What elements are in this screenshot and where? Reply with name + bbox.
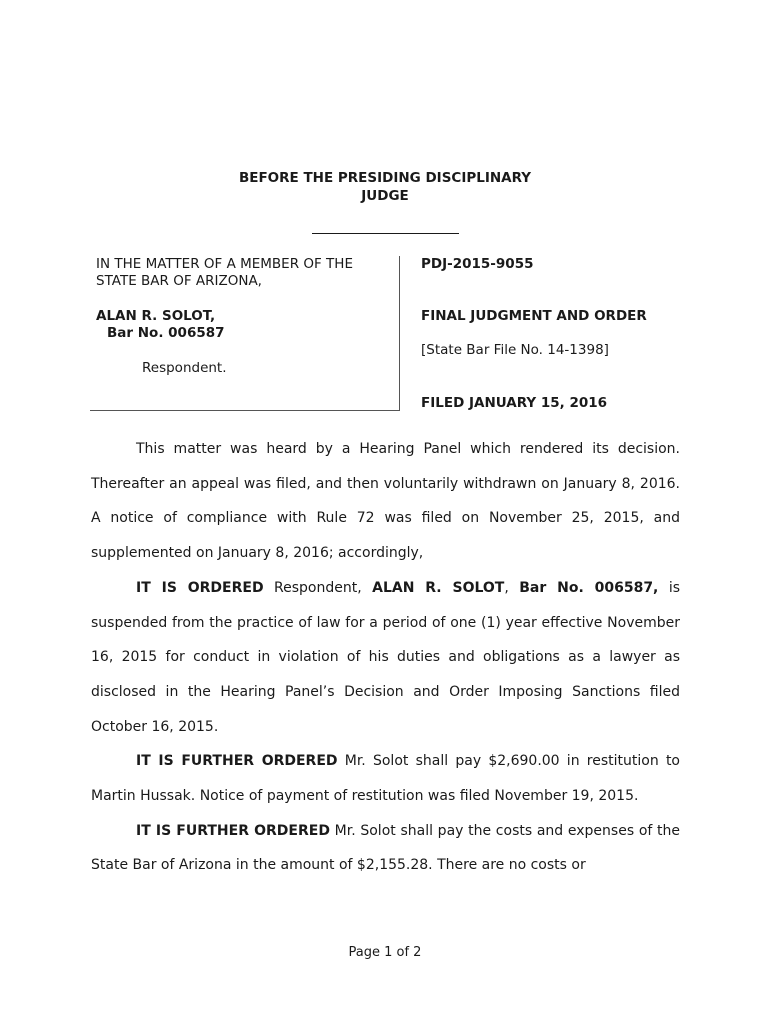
caption-horizontal-divider	[90, 410, 400, 411]
state-bar-file-number: [State Bar File No. 14-1398]	[421, 342, 609, 358]
respondent-name: ALAN R. SOLOT,	[96, 308, 216, 324]
heading-line-1: BEFORE THE PRESIDING DISCIPLINARY	[238, 170, 532, 186]
paragraph-4	[91, 814, 680, 883]
paragraph-4-text: Mr. Solot shall pay the costs and expenses of the State Bar of Arizona in the amount of $2,155.28. There are no costs or	[91, 822, 680, 874]
caption-matter: IN THE MATTER OF A MEMBER OF THE STATE BAR OF ARIZONA,	[96, 256, 353, 289]
case-number: PDJ-2015-9055	[421, 256, 534, 272]
filed-date: FILED JANUARY 15, 2016	[421, 395, 608, 411]
further-order-lead: IT IS FURTHER ORDERED	[136, 753, 338, 770]
paragraph-3	[91, 744, 680, 813]
caption-left-block	[96, 256, 386, 377]
bar-number-inline: Bar No. 006587,	[519, 579, 659, 596]
paragraph-3-text: Mr. Solot shall pay $2,690.00 in restitution to Martin Hussak. Notice of payment of restitution was filed November 19, 2015.	[91, 753, 680, 805]
paragraph-2-text-a: Respondent,	[263, 579, 373, 596]
respondent-bar-number: Bar No. 006587	[107, 325, 225, 341]
page-number: Page 1 of 2	[348, 945, 422, 960]
paragraph-1: This matter was heard by a Hearing Panel which rendered its decision. Thereafter an appeal was filed, and then voluntarily withdrawn on January 8, 2016. A notice of compliance with Rule 72 was filed on November 25, 2015, and supplemented on January 8, 2016; accordingly,	[91, 441, 680, 562]
paragraph-2	[91, 571, 680, 745]
respondent-label: Respondent.	[142, 360, 227, 376]
heading-line-2: JUDGE	[361, 188, 409, 204]
document-body	[91, 432, 680, 883]
order-lead: IT IS ORDERED	[136, 579, 264, 596]
heading-underline	[312, 233, 459, 234]
paragraph-2-text-b: ,	[504, 579, 520, 596]
document-title: FINAL JUDGMENT AND ORDER	[421, 308, 647, 324]
document-heading	[0, 169, 770, 205]
caption-vertical-divider	[399, 256, 400, 411]
paragraph-2-text-c: is suspended from the practice of law for a period of one (1) year effective November 16, 2015 for conduct in violation of his duties and obligations as a lawyer as disclosed in the Hearing Panel’s Decision and Order Imposing Sanctions filed October 16, 2015.	[91, 579, 681, 735]
respondent-name-inline: ALAN R. SOLOT	[372, 579, 505, 596]
further-order-lead-2: IT IS FURTHER ORDERED	[136, 822, 330, 839]
